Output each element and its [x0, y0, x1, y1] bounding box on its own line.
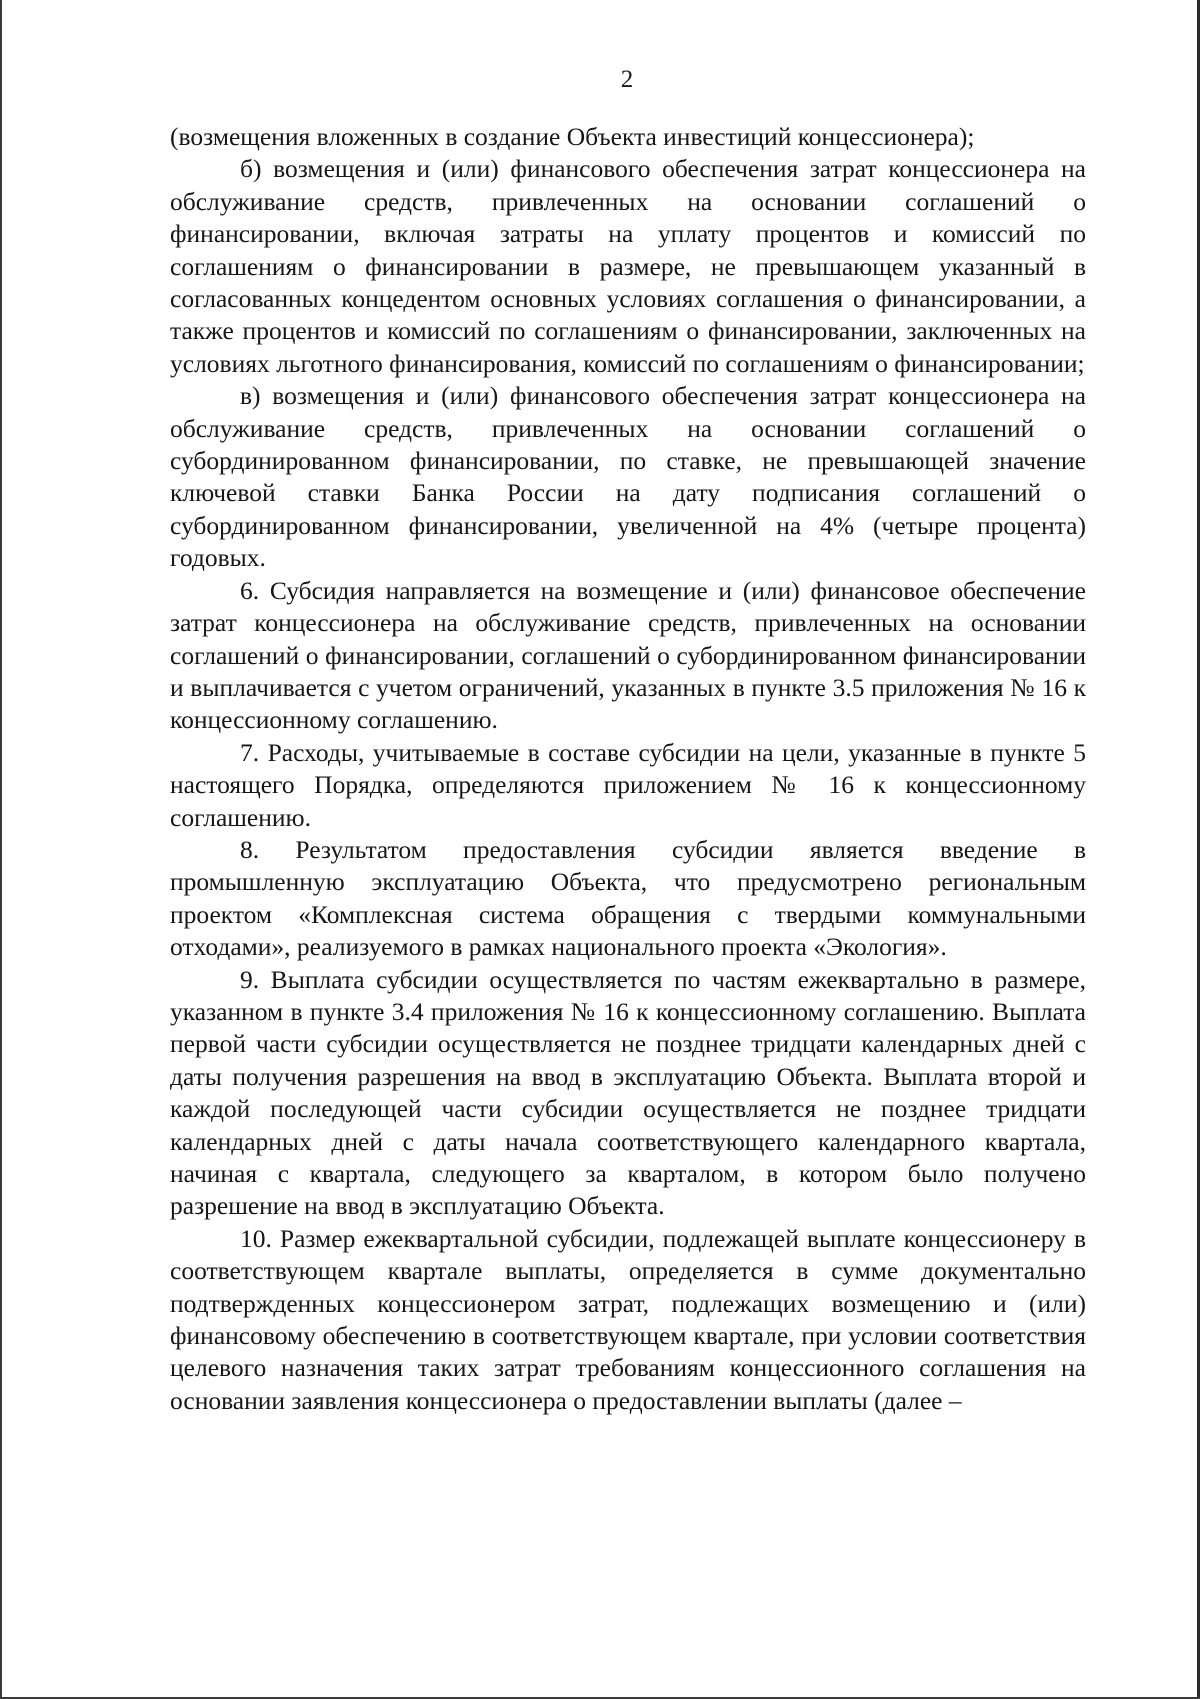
paragraph: 7. Расходы, учитываемые в составе субсидии на цели, указанные в пункте 5 настоящего Порядка, определяются приложением № 16 к концессионному соглашению.: [170, 737, 1086, 832]
paragraph: (возмещения вложенных в создание Объекта инвестиций концессионера);: [170, 122, 975, 151]
paragraph: 9. Выплата субсидии осуществляется по частям ежеквартально в размере, указанном в пункте 3.4 приложения № 16 к концессионному соглашению. Выплата первой части субсидии осуществляется не позднее тридцати календарных дней с даты получения разрешения на ввод в эксплуатацию Объекта. Выплата второй и каждой последующей части субсидии осуществляется не позднее тридцати календарных дней с даты начала соответствующего календарного квартала, начиная с квартала, следующего за кварталом, в котором было получено разрешение на ввод в эксплуатацию Объекта.: [170, 964, 1086, 1221]
paragraph: 6. Субсидия направляется на возмещение и (или) финансовое обеспечение затрат концессионера на обслуживание средств, привлеченных на основании соглашений о финансировании, соглашений о субординированном финансировании и выплачивается с учетом ограничений, указанных в пункте 3.5 приложения № 16 к концессионному соглашению.: [170, 575, 1086, 735]
document-body: [170, 121, 1086, 1417]
paragraph: б) возмещения и (или) финансового обеспечения затрат концессионера на обслуживание средств, привлеченных на основании соглашений о финансировании, включая затраты на уплату процентов и комиссий по соглашениям о финансировании в размере, не превышающем указанный в согласованных концедентом основных условиях соглашения о финансировании, а также процентов и комиссий по соглашениям о финансировании, заключенных на условиях льготного финансирования, комиссий по соглашениям о финансировании;: [170, 154, 1086, 378]
paragraph: 10. Размер ежеквартальной субсидии, подлежащей выплате концессионеру в соответствующем квартале выплаты, определяется в сумме документально подтвержденных концессионером затрат, подлежащих возмещению и (или) финансовому обеспечению в соответствующем квартале, при условии соответствия целевого назначения таких затрат требованиям концессионного соглашения на основании заявления концессионера о предоставлении выплаты (далее –: [170, 1223, 1086, 1415]
paragraph: в) возмещения и (или) финансового обеспечения затрат концессионера на обслуживание средств, привлеченных на основании соглашений о субординированном финансировании, по ставке, не превышающей значение ключевой ставки Банка России на дату подписания соглашений о субординированном финансировании, увеличенной на 4% (четыре процента) годовых.: [170, 381, 1086, 573]
scan-edge-left: [0, 0, 2, 1699]
paragraph: 8. Результатом предоставления субсидии является введение в промышленную эксплуатацию Объекта, что предусмотрено региональным проектом «Комплексная система обращения с твердыми коммунальными отходами», реализуемого в рамках национального проекта «Экология».: [170, 834, 1086, 962]
page-number: 2: [620, 66, 634, 93]
